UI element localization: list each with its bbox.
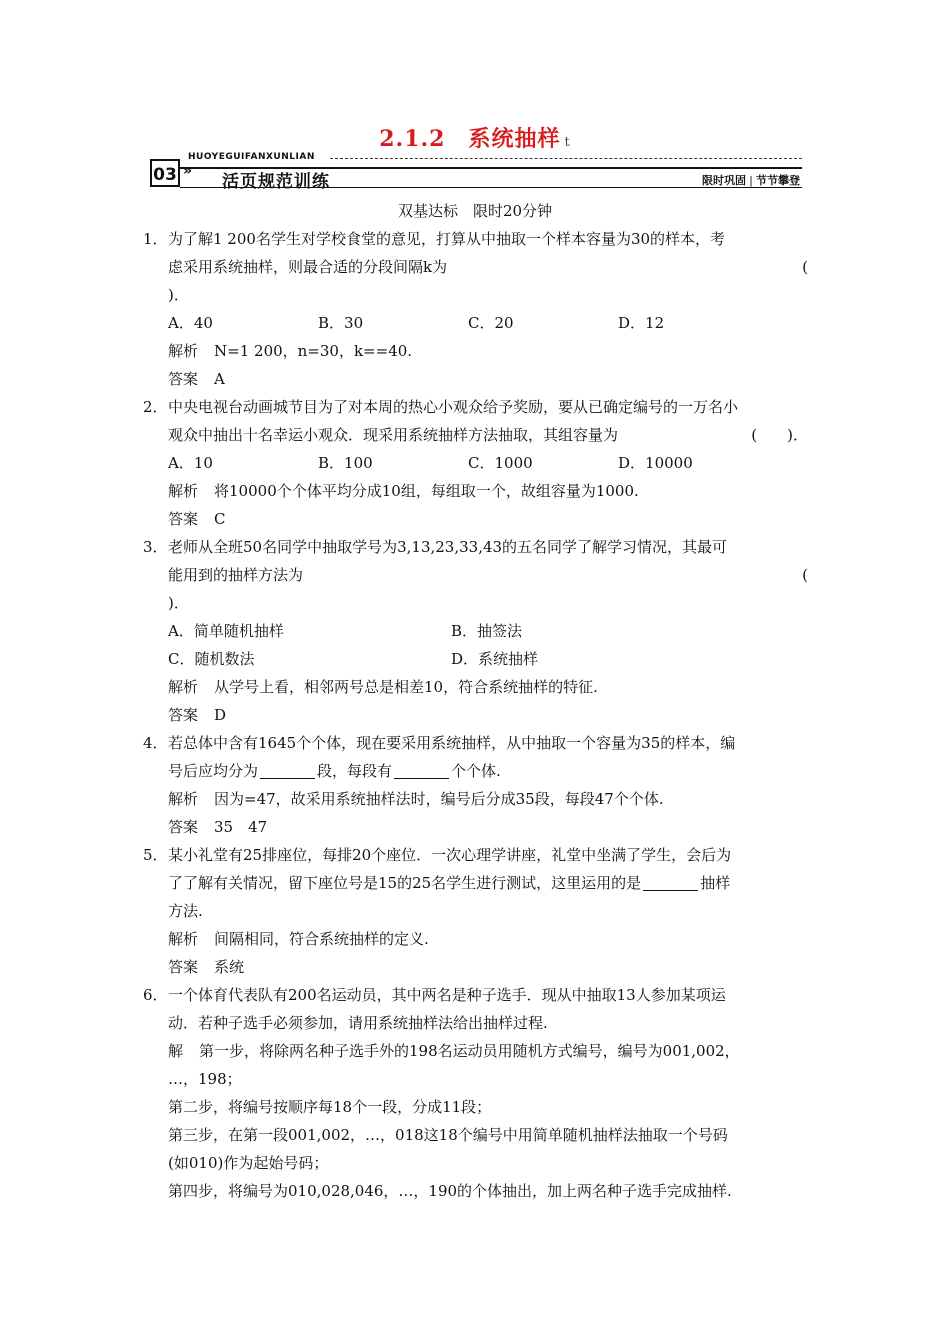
solution-step: (如010)作为起始号码； [168, 1154, 329, 1172]
question-text-fragment: 了了解有关情况，留下座位号是15的25名学生进行测试，这里运用的是 [168, 874, 642, 892]
question-text-row [168, 421, 808, 449]
chevron-icon: » [183, 163, 193, 179]
banner-pinyin: HUOYEGUIFANXUNLIAN [188, 152, 315, 162]
question-text-line: 动．若种子选手必须参加，请用系统抽样法给出抽样过程. [168, 1014, 548, 1032]
question-text-line: 老师从全班50名同学中抽取学号为3,13,23,33,43的五名同学了解学习情况，其最可 [168, 538, 728, 556]
option-b: B．100 [318, 454, 373, 472]
page-title [0, 122, 950, 153]
question-text-row [168, 869, 808, 897]
answer [143, 505, 808, 533]
fill-blank[interactable] [394, 760, 449, 779]
question-text-row [168, 253, 808, 281]
question-3 [143, 533, 808, 617]
solution-label: 解 [168, 1042, 184, 1060]
solution-step: 第四步，将编号为010,028,046，…，190的个体抽出，加上两名种子选手完成抽样. [168, 1182, 732, 1200]
section-banner [150, 152, 802, 190]
question-text-row [168, 561, 808, 589]
banner-dashed-rule [330, 158, 802, 159]
analysis [143, 337, 808, 365]
question-number: 4． [143, 734, 168, 752]
analysis [143, 785, 808, 813]
answer-paren-close: )． [168, 594, 189, 612]
answer-text: D [214, 706, 227, 724]
banner-tag-separator: | [748, 174, 753, 187]
section-subtitle: 双基达标 限时20分钟 [397, 202, 553, 220]
fill-blank[interactable] [643, 872, 698, 891]
question-text-line: 若总体中含有1645个个体，现在要采用系统抽样，从中抽取一个容量为35的样本，编 [168, 734, 736, 752]
question-2 [143, 393, 808, 449]
analysis [143, 477, 808, 505]
analysis [143, 925, 808, 953]
question-text-fragment: 个个体. [451, 762, 501, 780]
title-mark: t [564, 135, 571, 150]
question-6 [143, 981, 808, 1037]
options-row [143, 309, 808, 337]
question-text-row [168, 757, 808, 785]
answer-label: 答案 [168, 510, 199, 528]
question-text-line: 虑采用系统抽样，则最合适的分段间隔k为 [168, 258, 448, 276]
banner-tag [702, 172, 800, 188]
answer-text: C [214, 510, 226, 528]
option-d: D．系统抽样 [451, 650, 539, 668]
option-c: C．1000 [468, 454, 533, 472]
question-text-line: 一个体育代表队有200名运动员，其中两名是种子选手．现从中抽取13人参加某项运 [168, 986, 726, 1004]
banner-bottom-rule [180, 187, 802, 188]
option-d: D．12 [618, 314, 665, 332]
options-row [143, 617, 808, 645]
question-number: 5． [143, 846, 168, 864]
answer-label: 答案 [168, 706, 199, 724]
question-text-fragment: 抽样 [700, 874, 731, 892]
option-b: B．抽签法 [451, 622, 523, 640]
answer [143, 813, 808, 841]
question-text-fragment: 段，每段有 [317, 762, 393, 780]
analysis-text: 因为=47，故采用系统抽样法时，编号后分成35段，每段47个个体. [214, 790, 664, 808]
solution-text: 第一步，将除两名种子选手外的198名运动员用随机方式编号，编号为001,002， [199, 1042, 740, 1060]
answer [143, 365, 808, 393]
question-4 [143, 729, 808, 785]
fill-blank[interactable] [260, 760, 315, 779]
question-text-line: 方法. [168, 902, 203, 920]
analysis-label: 解析 [168, 482, 199, 500]
options-row [143, 449, 808, 477]
options-row [143, 645, 808, 673]
analysis-text: 从学号上看，相邻两号总是相差10，符合系统抽样的特征. [214, 678, 598, 696]
option-b: B．30 [318, 314, 364, 332]
question-number: 3． [143, 538, 168, 556]
analysis-text: N=1 200，n=30，k==40. [214, 342, 413, 360]
analysis-label: 解析 [168, 930, 199, 948]
answer-paren-open: ( [802, 566, 808, 584]
title-text: 2.1.2 系统抽样 [379, 126, 561, 152]
question-1 [143, 225, 808, 309]
solution-step: 第三步，在第一段001,002，…，018这18个编号中用简单随机抽样法抽取一个号码 [168, 1126, 728, 1144]
question-5 [143, 841, 808, 925]
answer-text: 35 47 [214, 818, 268, 836]
banner-number: 03 [150, 159, 180, 187]
answer-label: 答案 [168, 818, 199, 836]
analysis-label: 解析 [168, 678, 199, 696]
banner-tag-right: 节节攀登 [756, 174, 800, 187]
question-number: 1． [143, 230, 168, 248]
question-text-fragment: 号后应均分为 [168, 762, 259, 780]
banner-tag-left: 限时巩固 [701, 174, 746, 187]
analysis-label: 解析 [168, 790, 199, 808]
answer-text: 系统 [214, 958, 245, 976]
option-a: A．40 [168, 314, 213, 332]
answer-paren: ( )． [751, 426, 808, 444]
analysis [143, 673, 808, 701]
question-list [143, 225, 808, 1205]
analysis-text: 将10000个个体平均分成10组，每组取一个，故组容量为1000. [214, 482, 639, 500]
question-number: 2． [143, 398, 168, 416]
question-number: 6． [143, 986, 168, 1004]
question-text-line: 能用到的抽样方法为 [168, 566, 304, 584]
solution-step [143, 1037, 808, 1065]
analysis-label: 解析 [168, 342, 199, 360]
answer-label: 答案 [168, 958, 199, 976]
answer [143, 701, 808, 729]
question-text-line: 为了解1 200名学生对学校食堂的意见，打算从中抽取一个样本容量为30的样本，考 [168, 230, 726, 248]
option-d: D．10000 [618, 454, 693, 472]
analysis-text: 间隔相同，符合系统抽样的定义. [214, 930, 429, 948]
question-text-line: 观众中抽出十名幸运小观众．现采用系统抽样方法抽取，其组容量为 [168, 426, 619, 444]
option-c: C．随机数法 [168, 650, 255, 668]
option-a: A．10 [168, 454, 213, 472]
answer [143, 953, 808, 981]
solution-step: 第二步，将编号按顺序每18个一段，分成11段； [168, 1098, 492, 1116]
question-text-line: 某小礼堂有25排座位，每排20个座位．一次心理学讲座，礼堂中坐满了学生，会后为 [168, 846, 732, 864]
question-text-line: 中央电视台动画城节目为了对本周的热心小观众给予奖励，要从已确定编号的一万名小 [168, 398, 739, 416]
option-c: C．20 [468, 314, 514, 332]
answer-paren-close: )． [168, 286, 189, 304]
option-a: A．简单随机抽样 [168, 622, 284, 640]
answer-paren-open: ( [802, 258, 808, 276]
answer-label: 答案 [168, 370, 199, 388]
solution-step: …，198； [168, 1070, 242, 1088]
answer-text: A [214, 370, 225, 388]
banner-name: 活页规范训练 [222, 172, 330, 192]
